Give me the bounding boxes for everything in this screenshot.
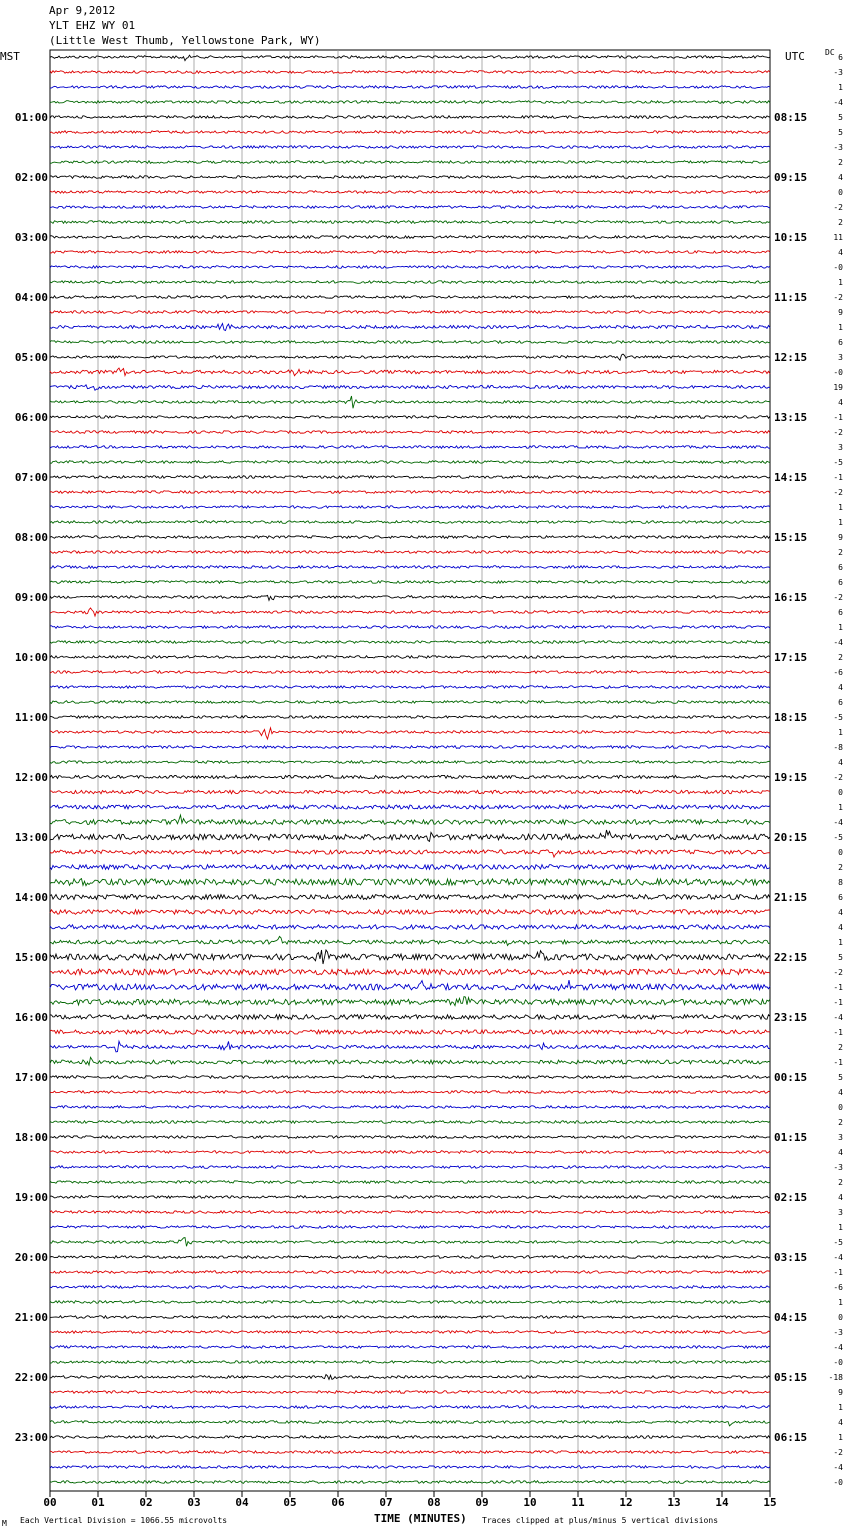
seismic-trace (50, 1238, 770, 1247)
dc-offset-label: 9 (838, 533, 843, 542)
seismic-trace (50, 1106, 770, 1109)
dc-offset-label: -2 (833, 203, 843, 212)
dc-offset-label: -0 (833, 1358, 843, 1367)
dc-offset-label: 3 (838, 1133, 843, 1142)
dc-offset-label: 0 (838, 188, 843, 197)
seismic-trace (50, 790, 770, 793)
dc-offset-label: 4 (838, 683, 843, 692)
seismic-trace (50, 161, 770, 164)
left-hour-label: 09:00 (14, 591, 48, 604)
right-hour-label: 09:15 (774, 171, 808, 184)
seismic-trace (50, 671, 770, 674)
dc-offset-label: -3 (833, 68, 843, 77)
seismic-trace (50, 461, 770, 464)
seismic-trace (50, 830, 770, 841)
seismic-trace (50, 1136, 770, 1139)
seismic-trace (50, 176, 770, 179)
dc-offset-label: -1 (833, 998, 843, 1007)
dc-offset-label: 1 (838, 83, 843, 92)
dc-offset-label: -4 (833, 1463, 843, 1472)
dc-offset-label: 6 (838, 608, 843, 617)
seismic-trace (50, 910, 770, 915)
right-hour-label: 15:15 (774, 531, 808, 544)
right-hour-label: 11:15 (774, 291, 808, 304)
left-hour-label: 16:00 (14, 1011, 48, 1024)
x-tick-label: 02 (139, 1496, 153, 1509)
dc-offset-label: -4 (833, 1253, 843, 1262)
dc-offset-label: -2 (833, 968, 843, 977)
x-tick-label: 12 (619, 1496, 633, 1509)
scale-note: Each Vertical Division = 1066.55 microvolts (20, 1516, 228, 1525)
right-hour-label: 17:15 (774, 651, 808, 664)
seismic-trace (50, 191, 770, 194)
seismic-trace (50, 1391, 770, 1394)
dc-offset-label: 1 (838, 278, 843, 287)
seismic-trace (50, 131, 770, 134)
dc-offset-label: 3 (838, 443, 843, 452)
dc-offset-label: 8 (838, 878, 843, 887)
seismic-trace (50, 476, 770, 479)
dc-offset-label: 0 (838, 1103, 843, 1112)
seismic-trace (50, 251, 770, 254)
seismic-trace (50, 566, 770, 569)
seismic-trace (50, 1481, 770, 1484)
right-hour-label: 23:15 (774, 1011, 808, 1024)
dc-offset-label: 4 (838, 1193, 843, 1202)
seismic-trace (50, 1015, 770, 1020)
dc-offset-label: -2 (833, 593, 843, 602)
seismic-trace (50, 536, 770, 539)
dc-offset-label: 1 (838, 323, 843, 332)
seismic-trace (50, 761, 770, 764)
right-hour-label: 21:15 (774, 891, 808, 904)
seismic-trace (50, 595, 770, 600)
dc-offset-label: 5 (838, 113, 843, 122)
left-hour-label: 23:00 (14, 1431, 48, 1444)
dc-offset-label: -3 (833, 143, 843, 152)
dc-offset-label: -6 (833, 1283, 843, 1292)
dc-offset-label: 4 (838, 248, 843, 257)
date-label: Apr 9,2012 (49, 4, 116, 17)
right-hour-label: 05:15 (774, 1371, 808, 1384)
x-tick-label: 08 (427, 1496, 441, 1509)
dc-offset-label: 6 (838, 578, 843, 587)
seismic-trace (50, 997, 770, 1006)
dc-offset-label: 4 (838, 173, 843, 182)
dc-offset-label: 0 (838, 1313, 843, 1322)
seismic-trace (50, 1466, 770, 1469)
seismic-trace (50, 1421, 770, 1426)
left-hour-label: 22:00 (14, 1371, 48, 1384)
dc-offset-label: 9 (838, 1388, 843, 1397)
dc-offset-label: -3 (833, 1163, 843, 1172)
dc-offset-label: 1 (838, 503, 843, 512)
dc-offset-label: 3 (838, 1208, 843, 1217)
dc-offset-label: -1 (833, 413, 843, 422)
dc-offset-label: 6 (838, 563, 843, 572)
seismic-trace (50, 1286, 770, 1289)
dc-offset-label: -5 (833, 833, 843, 842)
dc-offset-label: 4 (838, 398, 843, 407)
seismic-trace (50, 815, 770, 824)
seismic-trace (50, 506, 770, 509)
dc-offset-label: -1 (833, 1268, 843, 1277)
dc-label: DC (825, 48, 835, 57)
left-hour-label: 02:00 (14, 171, 48, 184)
dc-offset-label: 1 (838, 938, 843, 947)
seismic-trace (50, 1346, 770, 1349)
seismic-trace (50, 1057, 770, 1065)
right-hour-label: 13:15 (774, 411, 808, 424)
right-hour-label: 20:15 (774, 831, 808, 844)
seismic-trace (50, 1121, 770, 1124)
right-hour-label: 12:15 (774, 351, 808, 364)
seismic-trace (50, 936, 770, 945)
dc-offset-label: 4 (838, 758, 843, 767)
seismic-trace (50, 895, 770, 900)
seismic-trace (50, 1271, 770, 1274)
right-hour-label: 01:15 (774, 1131, 808, 1144)
location-label: (Little West Thumb, Yellowstone Park, WY) (49, 34, 321, 47)
seismic-trace (50, 1256, 770, 1259)
right-hour-label: 19:15 (774, 771, 808, 784)
seismic-trace (50, 354, 770, 360)
left-hour-label: 11:00 (14, 711, 48, 724)
x-tick-label: 00 (43, 1496, 57, 1509)
dc-offset-label: 6 (838, 698, 843, 707)
right-hour-label: 18:15 (774, 711, 808, 724)
right-hour-label: 02:15 (774, 1191, 808, 1204)
left-timezone-label: MST (0, 50, 20, 63)
x-tick-label: 10 (523, 1496, 537, 1509)
dc-offset-label: 2 (838, 1043, 843, 1052)
seismic-trace (50, 311, 770, 314)
seismic-trace (50, 641, 770, 644)
dc-offset-label: -5 (833, 713, 843, 722)
seismic-trace (50, 1316, 770, 1319)
x-tick-label: 14 (715, 1496, 729, 1509)
dc-offset-label: 1 (838, 623, 843, 632)
seismic-trace (50, 865, 770, 870)
dc-offset-label: 2 (838, 863, 843, 872)
dc-offset-label: 2 (838, 653, 843, 662)
seismic-trace (50, 1301, 770, 1304)
x-tick-label: 09 (475, 1496, 489, 1509)
dc-offset-label: 2 (838, 548, 843, 557)
dc-offset-label: -4 (833, 818, 843, 827)
seismic-trace (50, 1030, 770, 1034)
left-hour-label: 19:00 (14, 1191, 48, 1204)
left-hour-label: 17:00 (14, 1071, 48, 1084)
dc-offset-label: 11 (833, 233, 843, 242)
seismic-trace (50, 521, 770, 524)
dc-offset-label: 5 (838, 1073, 843, 1082)
seismic-trace (50, 296, 770, 299)
dc-offset-label: -4 (833, 98, 843, 107)
left-hour-label: 14:00 (14, 891, 48, 904)
dc-offset-label: 6 (838, 893, 843, 902)
seismic-trace (50, 1226, 770, 1229)
dc-offset-label: 1 (838, 728, 843, 737)
seismic-trace (50, 266, 770, 269)
dc-offset-label: 4 (838, 1148, 843, 1157)
seismic-trace (50, 446, 770, 449)
left-hour-label: 15:00 (14, 951, 48, 964)
seismic-trace (50, 385, 770, 391)
right-hour-label: 08:15 (774, 111, 808, 124)
seismic-trace (50, 491, 770, 494)
seismic-trace (50, 101, 770, 104)
seismic-trace (50, 950, 770, 964)
dc-offset-label: -0 (833, 263, 843, 272)
left-hour-label: 08:00 (14, 531, 48, 544)
dc-offset-label: -1 (833, 1058, 843, 1067)
seismic-trace (50, 1436, 770, 1439)
seismic-trace (50, 728, 770, 739)
x-tick-label: 11 (571, 1496, 585, 1509)
right-hour-label: 16:15 (774, 591, 808, 604)
left-hour-label: 03:00 (14, 231, 48, 244)
seismic-trace (50, 1375, 770, 1380)
left-hour-label: 06:00 (14, 411, 48, 424)
clip-note: Traces clipped at plus/minus 5 vertical divisions (482, 1516, 719, 1525)
dc-offset-label: -3 (833, 1328, 843, 1337)
dc-offset-label: -5 (833, 458, 843, 467)
dc-offset-label: 4 (838, 923, 843, 932)
dc-offset-label: -18 (828, 1373, 843, 1382)
left-hour-label: 13:00 (14, 831, 48, 844)
seismic-trace (50, 879, 770, 886)
right-hour-label: 00:15 (774, 1071, 808, 1084)
seismic-trace (50, 71, 770, 74)
seismic-trace (50, 1211, 770, 1214)
dc-offset-label: -4 (833, 1343, 843, 1352)
seismic-trace (50, 324, 770, 331)
dc-offset-label: 2 (838, 218, 843, 227)
left-hour-label: 10:00 (14, 651, 48, 664)
x-tick-label: 13 (667, 1496, 681, 1509)
seismic-trace (50, 716, 770, 719)
seismic-trace (50, 925, 770, 929)
seismic-trace (50, 431, 770, 434)
dc-offset-label: -2 (833, 488, 843, 497)
dc-offset-label: 2 (838, 1118, 843, 1127)
seismic-trace (50, 1196, 770, 1199)
seismic-trace (50, 980, 770, 990)
seismic-trace (50, 1451, 770, 1454)
seismic-trace (50, 1406, 770, 1409)
right-hour-label: 06:15 (774, 1431, 808, 1444)
dc-offset-label: 1 (838, 1403, 843, 1412)
seismic-trace (50, 55, 770, 60)
seismic-trace (50, 1076, 770, 1079)
seismic-trace (50, 341, 770, 344)
dc-offset-label: 0 (838, 848, 843, 857)
x-tick-label: 05 (283, 1496, 297, 1509)
left-hour-label: 01:00 (14, 111, 48, 124)
right-timezone-label: UTC (785, 50, 805, 63)
x-tick-label: 15 (763, 1496, 777, 1509)
seismic-trace (50, 581, 770, 584)
dc-offset-label: 5 (838, 128, 843, 137)
seismic-trace (50, 1331, 770, 1334)
dc-offset-label: 1 (838, 1223, 843, 1232)
seismic-trace (50, 396, 770, 408)
x-tick-label: 06 (331, 1496, 345, 1509)
seismic-trace (50, 701, 770, 704)
seismic-trace (50, 206, 770, 209)
dc-offset-label: 2 (838, 158, 843, 167)
x-tick-label: 04 (235, 1496, 249, 1509)
seismic-trace (50, 1181, 770, 1184)
dc-offset-label: -2 (833, 773, 843, 782)
seismic-trace (50, 1166, 770, 1169)
right-hour-label: 22:15 (774, 951, 808, 964)
x-tick-label: 07 (379, 1496, 393, 1509)
right-hour-label: 14:15 (774, 471, 808, 484)
dc-offset-label: 5 (838, 953, 843, 962)
seismic-trace (50, 656, 770, 659)
seismic-trace (50, 236, 770, 239)
dc-offset-label: 0 (838, 788, 843, 797)
left-hour-label: 21:00 (14, 1311, 48, 1324)
dc-offset-label: -1 (833, 983, 843, 992)
seismic-trace (50, 368, 770, 376)
seismic-trace (50, 86, 770, 89)
seismic-trace (50, 1041, 770, 1052)
dc-offset-label: -0 (833, 368, 843, 377)
dc-offset-label: 1 (838, 1433, 843, 1442)
x-tick-label: 03 (187, 1496, 201, 1509)
dc-offset-label: -8 (833, 743, 843, 752)
dc-offset-label: -6 (833, 668, 843, 677)
dc-offset-label: 1 (838, 518, 843, 527)
dc-offset-label: 1 (838, 803, 843, 812)
dc-offset-label: -2 (833, 1448, 843, 1457)
dc-offset-label: 4 (838, 1418, 843, 1427)
left-hour-label: 05:00 (14, 351, 48, 364)
seismic-trace (50, 416, 770, 419)
dc-offset-label: -4 (833, 1013, 843, 1022)
seismic-trace (50, 146, 770, 149)
left-hour-label: 07:00 (14, 471, 48, 484)
dc-offset-label: -2 (833, 428, 843, 437)
dc-offset-label: 9 (838, 308, 843, 317)
dc-offset-label: 1 (838, 1298, 843, 1307)
left-hour-label: 18:00 (14, 1131, 48, 1144)
seismic-trace (50, 686, 770, 689)
right-hour-label: 10:15 (774, 231, 808, 244)
dc-offset-label: 6 (838, 338, 843, 347)
seismic-trace (50, 969, 770, 975)
dc-offset-label: 3 (838, 353, 843, 362)
dc-offset-label: 4 (838, 1088, 843, 1097)
seismic-trace (50, 626, 770, 629)
seismic-trace (50, 746, 770, 749)
seismic-trace (50, 116, 770, 119)
dc-offset-label: 2 (838, 1178, 843, 1187)
dc-offset-label: 6 (838, 53, 843, 62)
dc-offset-label: -5 (833, 1238, 843, 1247)
x-tick-label: 01 (91, 1496, 105, 1509)
right-hour-label: 04:15 (774, 1311, 808, 1324)
dc-offset-label: 19 (833, 383, 843, 392)
seismic-trace (50, 281, 770, 284)
left-hour-label: 04:00 (14, 291, 48, 304)
dc-offset-label: -1 (833, 1028, 843, 1037)
dc-offset-label: -0 (833, 1478, 843, 1487)
x-axis-title: TIME (MINUTES) (374, 1512, 467, 1525)
seismic-trace (50, 221, 770, 224)
dc-offset-label: -2 (833, 293, 843, 302)
seismic-trace (50, 805, 770, 809)
seismic-trace (50, 775, 770, 778)
station-label: YLT EHZ WY 01 (49, 19, 136, 32)
seismic-trace (50, 608, 770, 616)
seismic-trace (50, 1151, 770, 1154)
left-hour-label: 12:00 (14, 771, 48, 784)
dc-offset-label: 4 (838, 908, 843, 917)
corner-mark: M (2, 1519, 7, 1528)
seismic-trace (50, 1361, 770, 1364)
dc-offset-label: -4 (833, 638, 843, 647)
left-hour-label: 20:00 (14, 1251, 48, 1264)
seismic-trace (50, 850, 770, 857)
seismic-trace (50, 551, 770, 554)
seismic-trace (50, 1091, 770, 1094)
right-hour-label: 03:15 (774, 1251, 808, 1264)
dc-offset-label: -1 (833, 473, 843, 482)
